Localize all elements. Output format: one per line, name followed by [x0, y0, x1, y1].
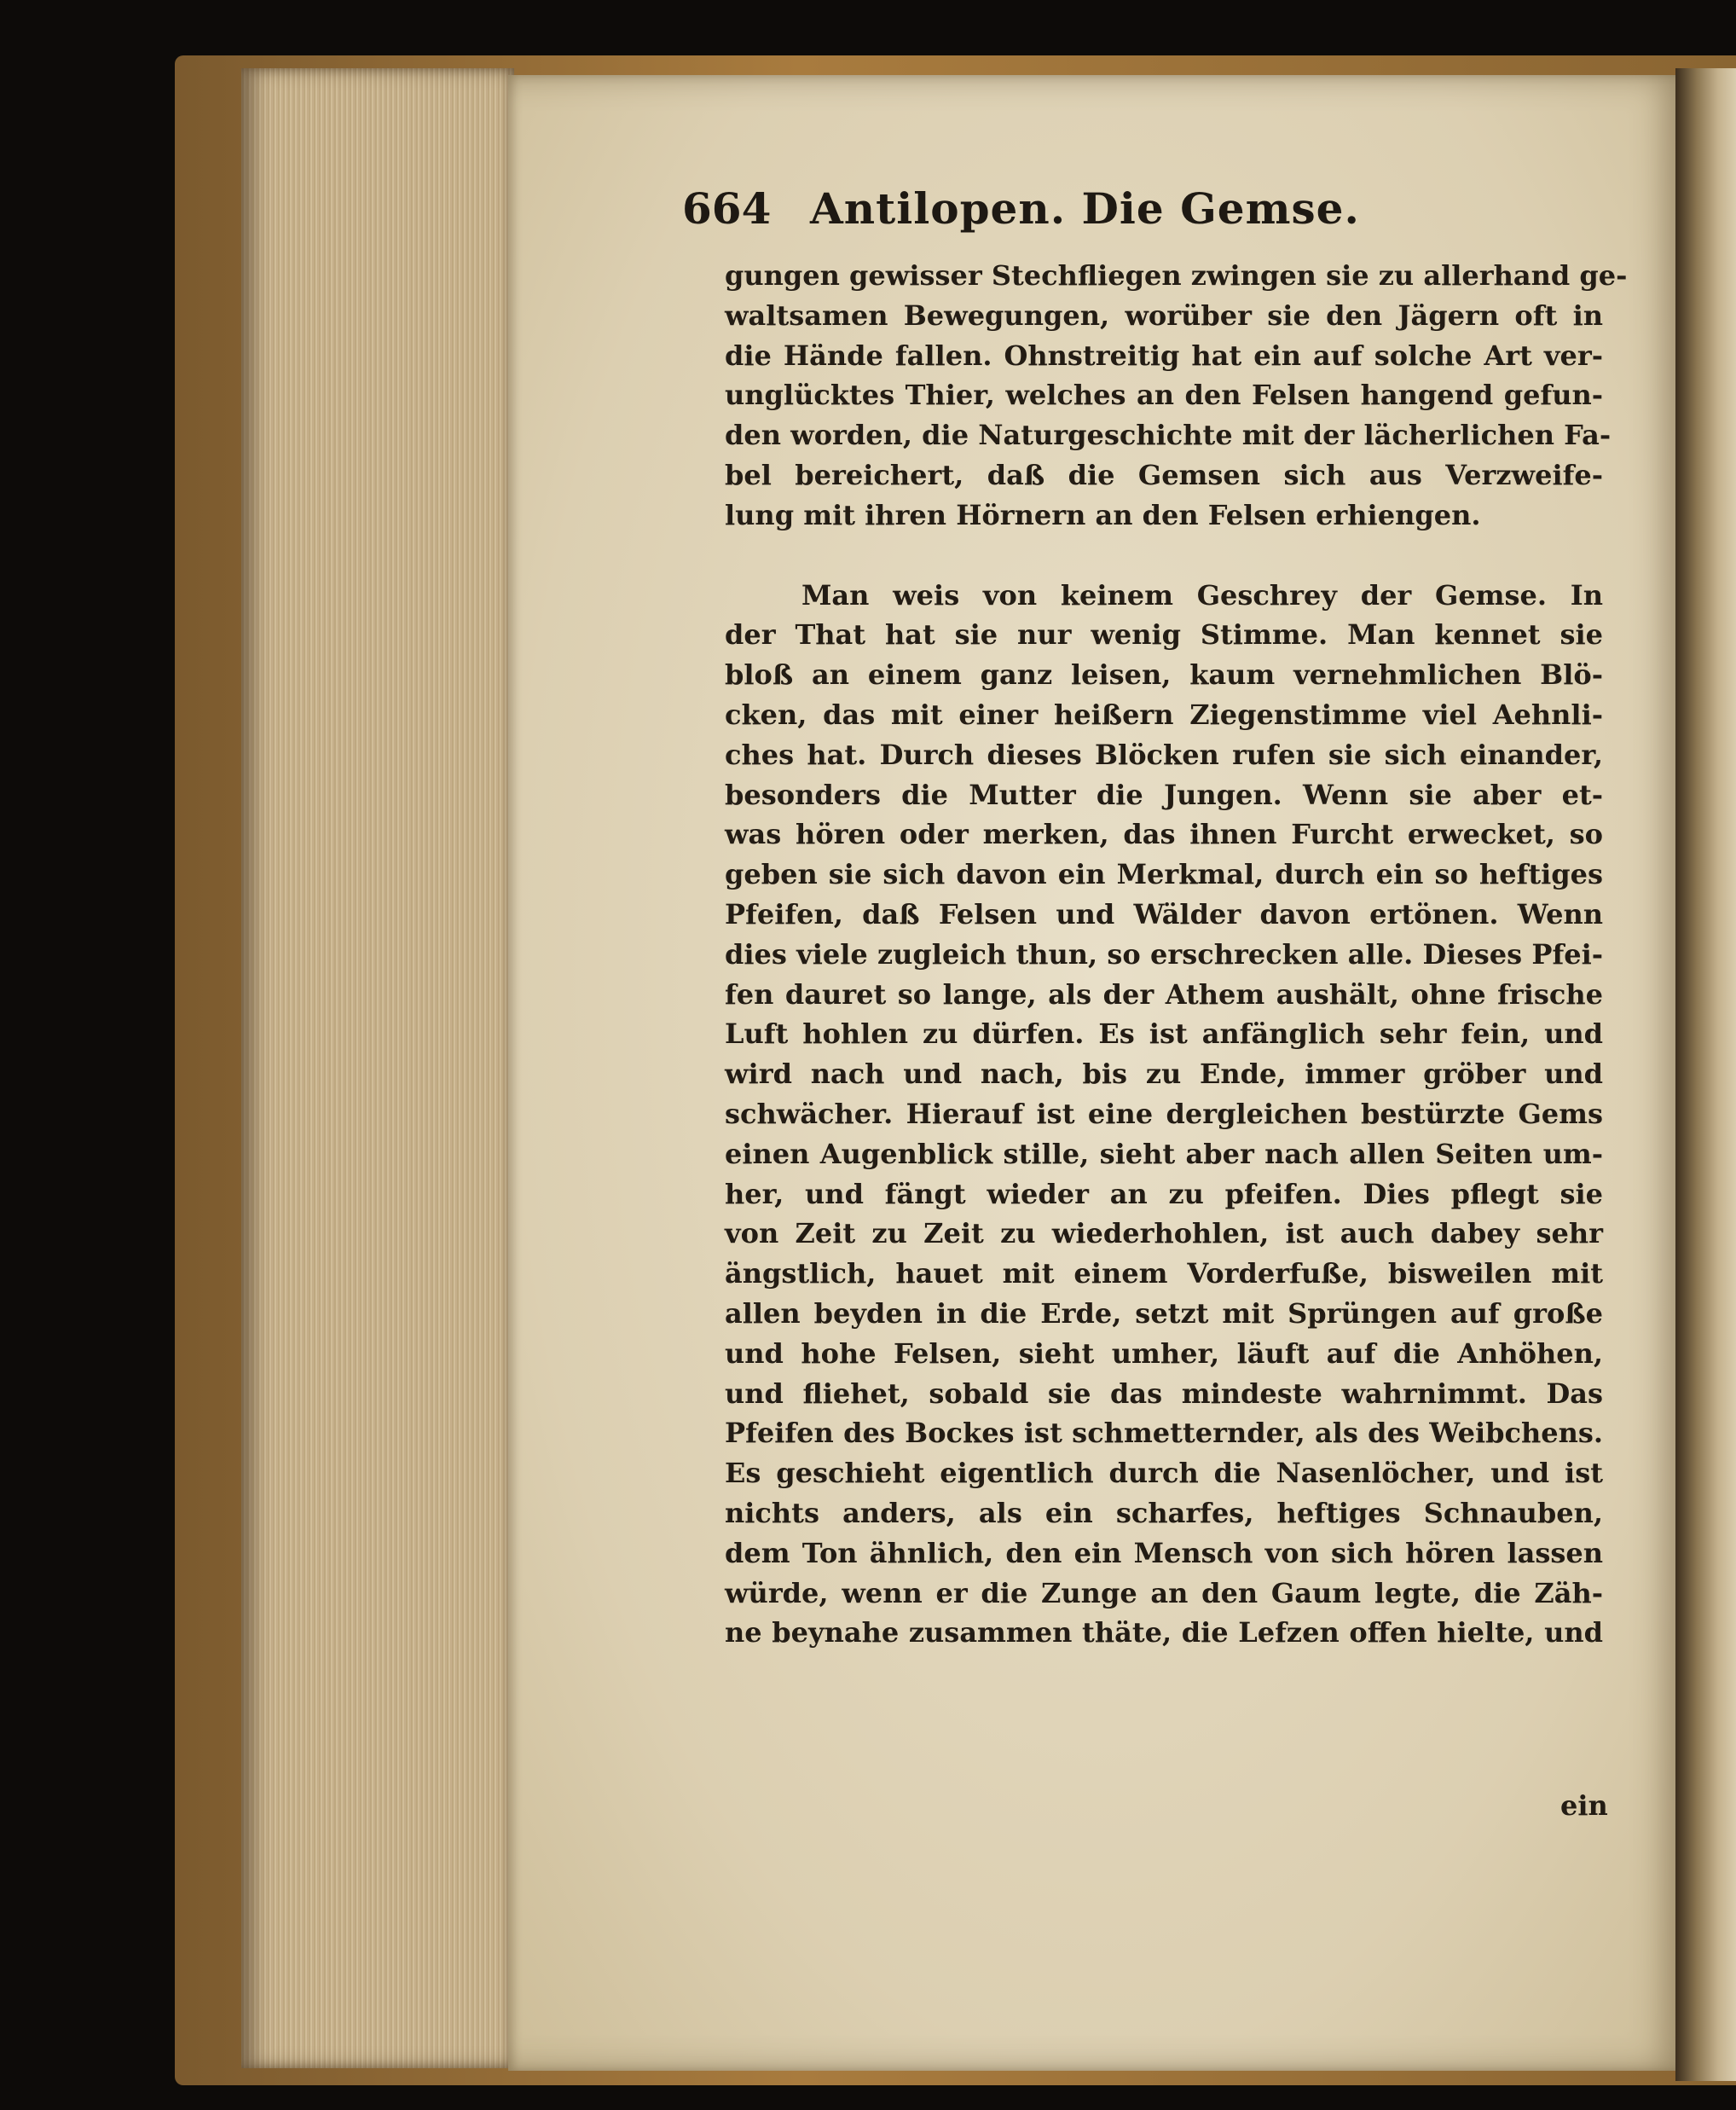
text-line: ängstlich, hauet mit einem Vorderfuße, bisweilen mit [725, 1257, 1603, 1290]
text-line: Es geschieht eigentlich durch die Nasenlöcher, und ist [725, 1457, 1603, 1490]
text-line: die Hände fallen. Ohnstreitig hat ein auf solche Art ver- [725, 339, 1603, 372]
paragraph-1 [725, 256, 1628, 536]
text-line: allen beyden in die Erde, setzt mit Sprüngen auf große [725, 1296, 1603, 1330]
text-line: geben sie sich davon ein Merkmal, durch ein so heftiges [725, 858, 1603, 891]
text-line: her, und fängt wieder an zu pfeifen. Dies pflegt sie [725, 1177, 1603, 1210]
paragraph-gap [725, 536, 1603, 576]
running-title: Antilopen. Die Gemse. [810, 183, 1360, 234]
text-line: ne beynahe zusammen thäte, die Lefzen offen hielte, und [725, 1616, 1603, 1649]
text-line: und hohe Felsen, sieht umher, läuft auf die Anhöhen, [725, 1336, 1603, 1370]
text-line: und fliehet, sobald sie das mindeste wahrnimmt. Das [725, 1377, 1603, 1410]
text-line: fen dauret so lange, als der Athem aushält, ohne frische [725, 977, 1603, 1011]
text-line: dies viele zugleich thun, so erschrecken alle. Dieses Pfei- [725, 937, 1603, 971]
text-line: Pfeifen, daß Felsen und Wälder davon ertönen. Wenn [725, 897, 1603, 930]
text-line: lung mit ihren Hörnern an den Felsen erhiengen. [725, 498, 1481, 531]
catchword: ein [1560, 1789, 1608, 1822]
text-line: schwächer. Hierauf ist eine dergleichen bestürzte Gems [725, 1097, 1603, 1130]
book-gutter [1675, 68, 1736, 2081]
text-line: bloß an einem ganz leisen, kaum vernehmlichen Blö- [725, 658, 1603, 692]
text-line: unglücktes Thier, welches an den Felsen hangend gefun- [725, 379, 1603, 412]
text-line: wird nach und nach, bis zu Ende, immer gröber und [725, 1058, 1603, 1091]
text-line: ches hat. Durch dieses Blöcken rufen sie sich einander, [725, 738, 1603, 771]
text-line: würde, wenn er die Zunge an den Gaum legte, die Zäh- [725, 1576, 1603, 1609]
text-line: dem Ton ähnlich, den ein Mensch von sich hören lassen [725, 1536, 1603, 1569]
text-line: Man weis von keinem Geschrey der Gemse. In [801, 578, 1603, 612]
text-line: den worden, die Naturgeschichte mit der lächerlichen Fa- [725, 419, 1612, 452]
page-number: 664 [682, 183, 772, 234]
text-line: was hören oder merken, das ihnen Furcht erwecket, so [725, 818, 1603, 851]
text-line: Pfeifen des Bockes ist schmetternder, als des Weibchens. [725, 1417, 1603, 1450]
page-header [682, 183, 1407, 252]
text-line: der That hat sie nur wenig Stimme. Man kennet sie [725, 618, 1603, 652]
text-line: von Zeit zu Zeit zu wiederhohlen, ist auch dabey sehr [725, 1217, 1603, 1250]
text-line: cken, das mit einer heißern Ziegenstimme viel Aehnli- [725, 698, 1603, 731]
text-line: nichts anders, als ein scharfes, heftiges Schnauben, [725, 1496, 1603, 1529]
page-body [725, 256, 1628, 1653]
paragraph-2 [725, 576, 1603, 1654]
text-line: einen Augenblick stille, sieht aber nach allen Seiten um- [725, 1137, 1603, 1170]
text-line: bel bereichert, daß die Gemsen sich aus Verzweife- [725, 458, 1603, 491]
text-line: besonders die Mutter die Jungen. Wenn sie aber et- [725, 778, 1603, 811]
text-line: Luft hohlen zu dürfen. Es ist anfänglich sehr fein, und [725, 1017, 1603, 1051]
text-line: gungen gewisser Stechfliegen zwingen sie zu allerhand ge- [725, 259, 1628, 292]
text-line: waltsamen Bewegungen, worüber sie den Jägern oft in [725, 299, 1603, 332]
page-fore-edge [241, 68, 514, 2068]
